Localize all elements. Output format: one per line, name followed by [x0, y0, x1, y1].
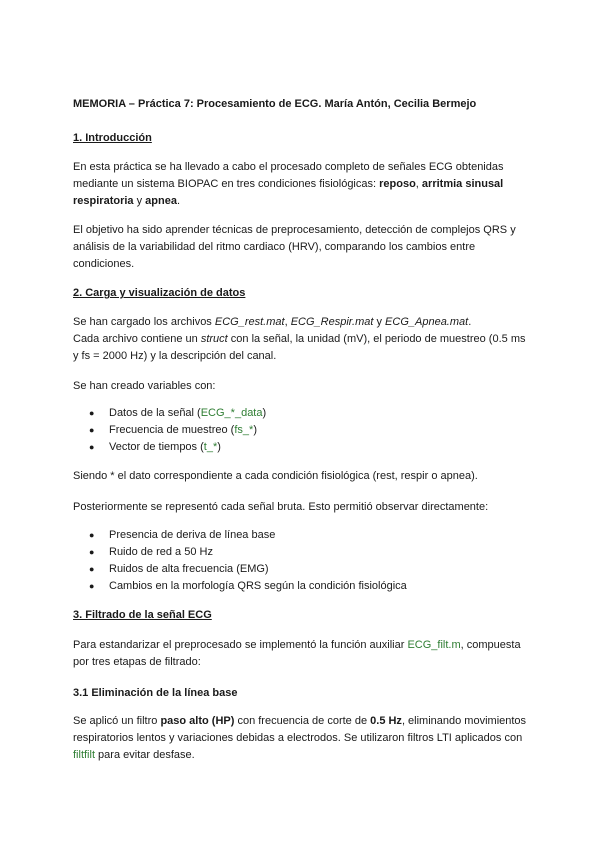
- section-heading-introduccion: 1. Introducción: [73, 132, 152, 144]
- variables-list: [73, 405, 531, 456]
- list-item: ● Vector de tiempos (t_*): [73, 439, 531, 456]
- section-heading-carga: 2. Carga y visualización de datos: [73, 287, 246, 299]
- paragraph-linea-base: Se aplicó un filtro paso alto (HP) con frecuencia de corte de 0.5 Hz, eliminando movimientos respiratorios lentos y variaciones debidas a electrodos. Se utilizaron filtros LTI aplicados con filtfilt para evitar desfase.: [73, 715, 527, 761]
- paragraph-intro-1: En esta práctica se ha llevado a cabo el procesado completo de señales ECG obtenidas mediante un sistema BIOPAC en tres condiciones fisiológicas: reposo, arritmia sinusal respiratoria y apnea.: [73, 161, 504, 207]
- list-item: ● Ruido de red a 50 Hz: [73, 544, 531, 561]
- paragraph-siendo: Siendo * el dato correspondiente a cada condición fisiológica (rest, respir o apnea).: [73, 470, 478, 482]
- list-item: ● Presencia de deriva de línea base: [73, 527, 531, 544]
- observations-list: [73, 527, 531, 595]
- paragraph-variables-intro: Se han creado variables con:: [73, 380, 216, 392]
- paragraph-posteriormente: Posteriormente se representó cada señal bruta. Esto permitió observar directamente:: [73, 501, 489, 513]
- section-heading-filtrado: 3. Filtrado de la señal ECG: [73, 609, 212, 621]
- paragraph-carga-1: Se han cargado los archivos ECG_rest.mat, ECG_Respir.mat y ECG_Apnea.mat. Cada archivo contiene un struct con la señal, la unidad (mV), el periodo de muestreo (0.5 ms y fs = 2000 Hz) y la descripción del canal.: [73, 316, 526, 362]
- paragraph-filtrado-1: Para estandarizar el preprocesado se implementó la función auxiliar ECG_filt.m, compuesta por tres etapas de filtrado:: [73, 639, 521, 668]
- document-title: MEMORIA – Práctica 7: Procesamiento de ECG. María Antón, Cecilia Bermejo: [73, 98, 477, 110]
- list-item: ● Ruidos de alta frecuencia (EMG): [73, 561, 531, 578]
- list-item: ● Cambios en la morfología QRS según la condición fisiológica: [73, 578, 531, 595]
- list-item: ● Frecuencia de muestreo (fs_*): [73, 422, 531, 439]
- list-item: ● Datos de la señal (ECG_*_data): [73, 405, 531, 422]
- paragraph-intro-2: El objetivo ha sido aprender técnicas de preprocesamiento, detección de complejos QRS y análisis de la variabilidad del ritmo cardiaco (HRV), comparando los cambios entre condiciones.: [73, 224, 516, 270]
- subsection-heading-linea-base: 3.1 Eliminación de la línea base: [73, 687, 238, 699]
